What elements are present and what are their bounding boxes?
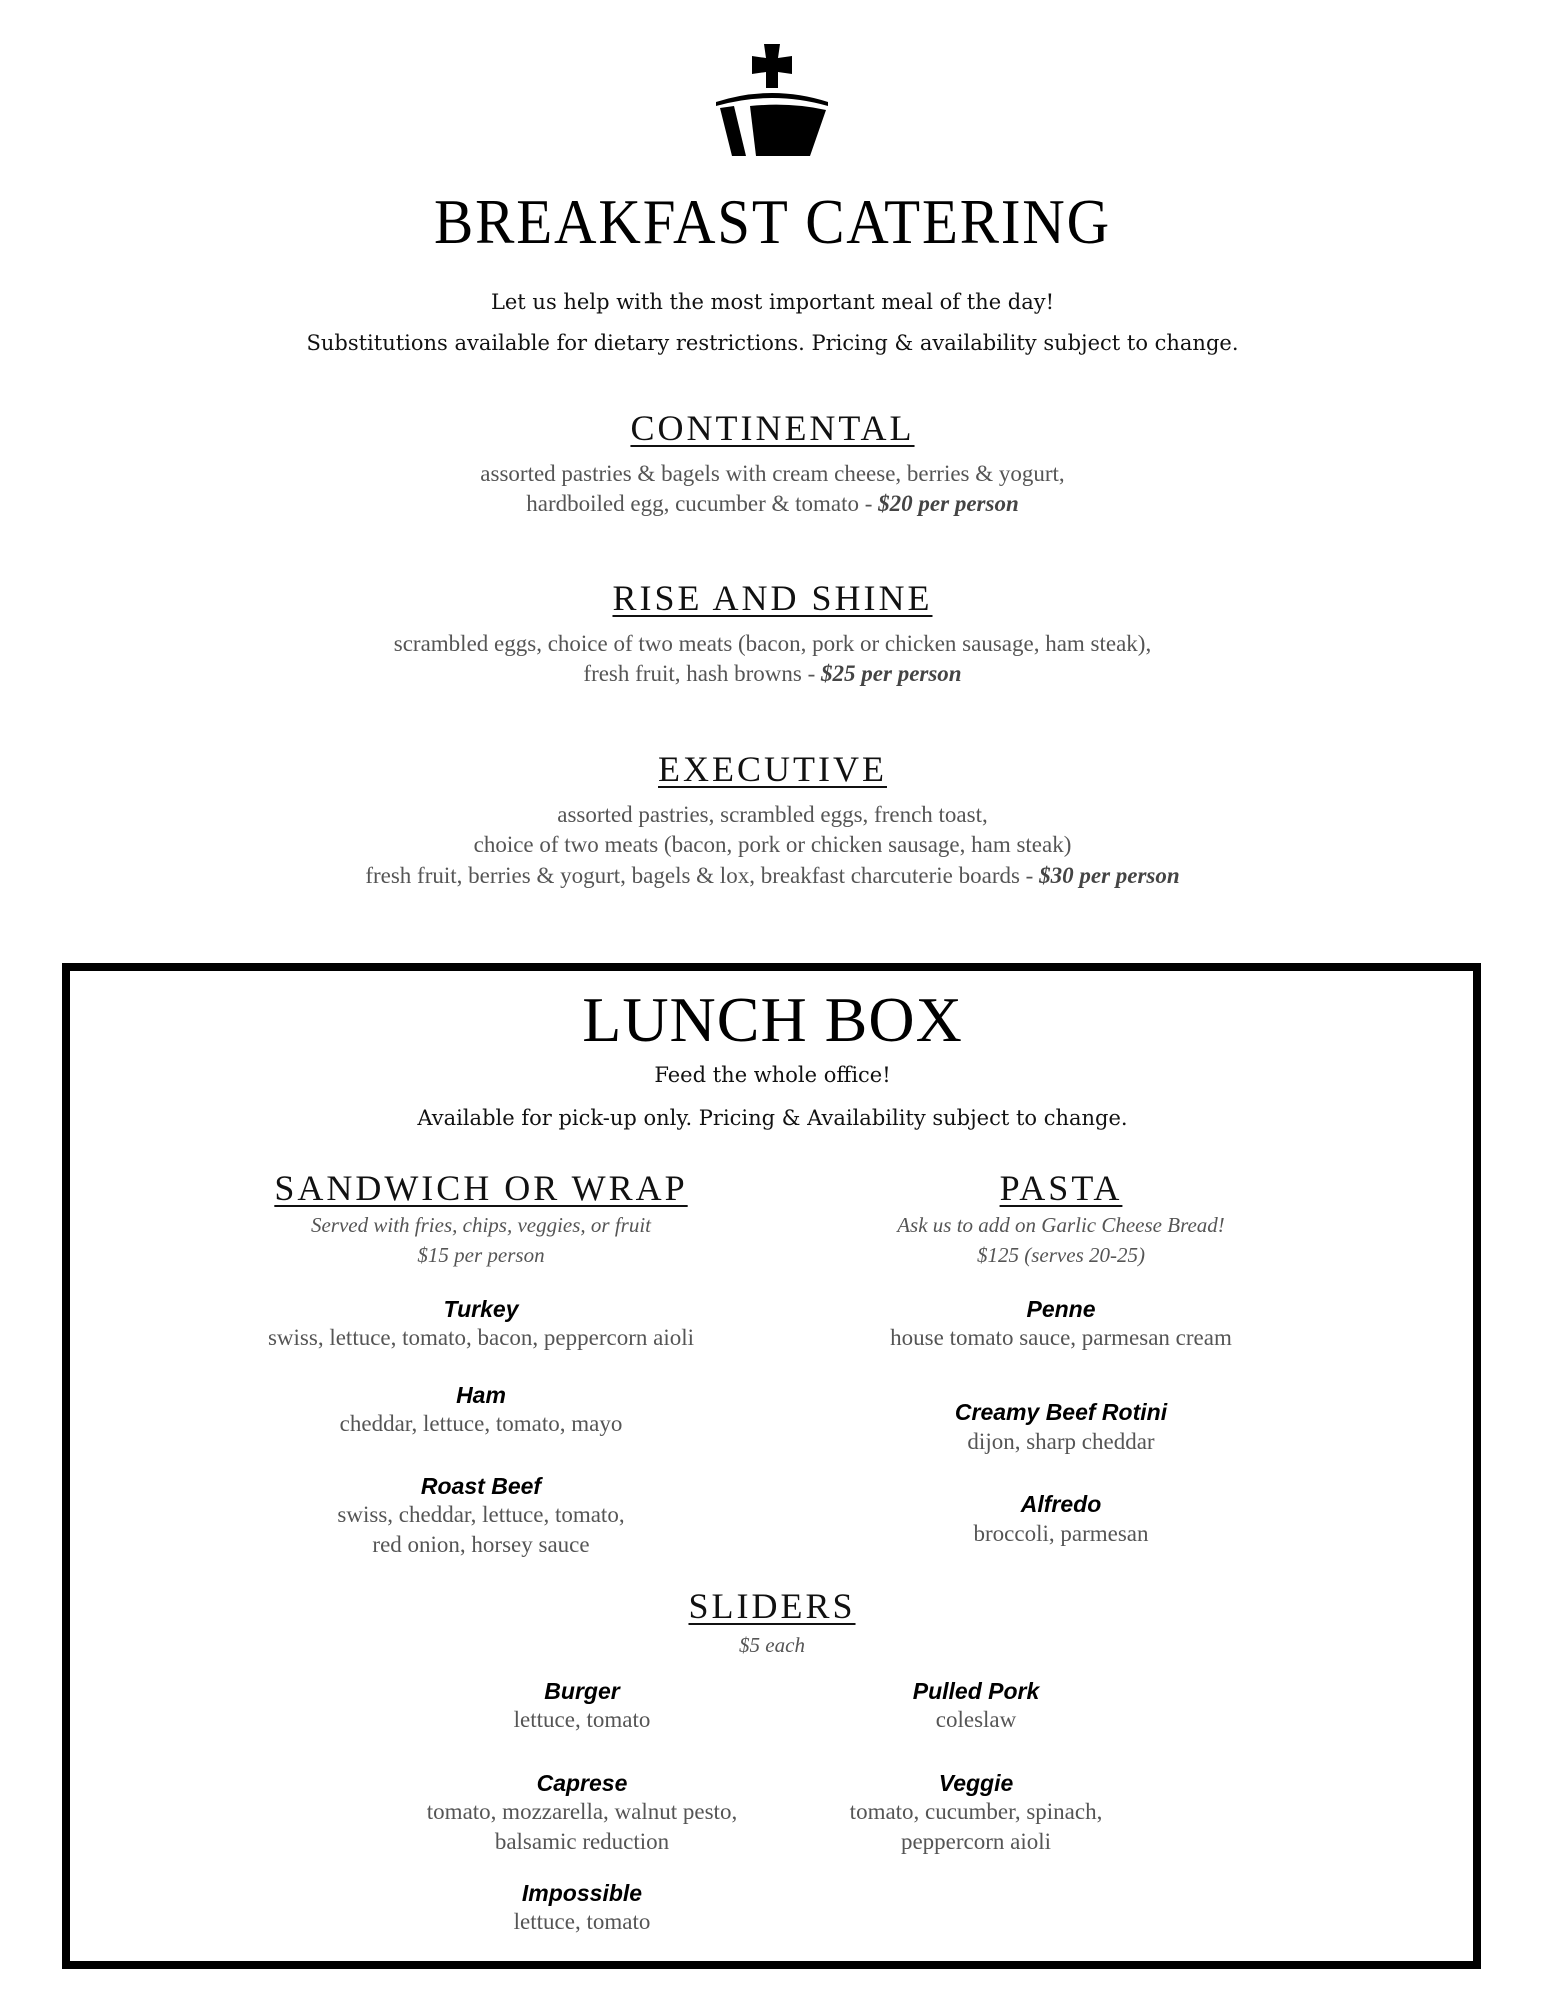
menu-item-name: Roast Beef: [420, 1473, 542, 1499]
menu-item-name: Alfredo: [1020, 1491, 1102, 1517]
menu-item-name: Turkey: [443, 1296, 519, 1322]
section-heading-sliders: SLIDERS: [688, 1586, 856, 1626]
package-price: $30 per person: [1039, 863, 1180, 888]
package-heading-continental: CONTINENTAL: [630, 408, 915, 448]
section-heading-pasta: PASTA: [999, 1168, 1123, 1208]
menu-item-name: Burger: [544, 1678, 620, 1704]
menu-item-desc: dijon, sharp cheddar: [967, 1429, 1155, 1454]
package-desc-line: scrambled eggs, choice of two meats (bacon, pork or chicken sausage, ham steak),: [393, 631, 1152, 656]
lunch-subtitle-2: Available for pick-up only. Pricing & Availability subject to change.: [417, 1106, 1128, 1130]
menu-item-desc: peppercorn aioli: [900, 1829, 1052, 1854]
intro-line-2: Substitutions available for dietary restrictions. Pricing & availability subject to change.: [306, 331, 1239, 355]
lunch-box-title: LUNCH BOX: [582, 984, 963, 1055]
package-desc-line: choice of two meats (bacon, pork or chicken sausage, ham steak): [473, 832, 1072, 857]
menu-item-desc: broccoli, parmesan: [973, 1521, 1149, 1546]
crown-cross-logo-icon: [712, 44, 832, 156]
package-price: $20 per person: [878, 491, 1019, 516]
package-desc-line: fresh fruit, berries & yogurt, bagels & lox, breakfast charcuterie boards - $30 per person: [365, 863, 1180, 888]
package-heading-rise-and-shine: RISE AND SHINE: [612, 578, 933, 618]
section-note: Ask us to add on Garlic Cheese Bread!: [897, 1213, 1225, 1237]
menu-item-desc: swiss, lettuce, tomato, bacon, peppercorn aioli: [267, 1325, 695, 1350]
menu-item-desc: house tomato sauce, parmesan cream: [890, 1325, 1232, 1350]
menu-item-name: Creamy Beef Rotini: [954, 1399, 1168, 1425]
menu-item-desc: lettuce, tomato: [513, 1909, 651, 1934]
menu-item-desc: cheddar, lettuce, tomato, mayo: [339, 1411, 623, 1436]
section-price: $15 per person: [417, 1243, 545, 1267]
menu-item-name: Caprese: [536, 1770, 628, 1796]
package-desc-line: assorted pastries, scrambled eggs, french toast,: [557, 802, 988, 827]
page-title: BREAKFAST CATERING: [433, 186, 1112, 257]
menu-item-name: Impossible: [521, 1880, 643, 1906]
package-desc-line: hardboiled egg, cucumber & tomato - $20 per person: [526, 491, 1019, 516]
menu-item-desc: tomato, mozzarella, walnut pesto,: [426, 1799, 738, 1824]
section-price: $125 (serves 20-25): [977, 1243, 1145, 1267]
package-desc-line: assorted pastries & bagels with cream cheese, berries & yogurt,: [480, 461, 1065, 486]
package-heading-executive: EXECUTIVE: [658, 749, 887, 789]
menu-item-desc: swiss, cheddar, lettuce, tomato,: [337, 1502, 625, 1527]
menu-item-name: Pulled Pork: [912, 1678, 1040, 1704]
menu-item-name: Veggie: [938, 1770, 1014, 1796]
lunch-subtitle-1: Feed the whole office!: [654, 1063, 891, 1087]
menu-item-desc: coleslaw: [935, 1707, 1017, 1732]
menu-item-name: Ham: [456, 1382, 506, 1408]
section-note: Served with fries, chips, veggies, or fruit: [310, 1213, 652, 1237]
intro-line-1: Let us help with the most important meal of the day!: [490, 290, 1055, 314]
section-heading-sandwich: SANDWICH OR WRAP: [274, 1168, 688, 1208]
section-price: $5 each: [739, 1633, 805, 1657]
menu-item-desc: balsamic reduction: [494, 1829, 670, 1854]
menu-item-desc: lettuce, tomato: [513, 1707, 651, 1732]
menu-item-desc: tomato, cucumber, spinach,: [849, 1799, 1103, 1824]
menu-item-desc: red onion, horsey sauce: [372, 1532, 590, 1557]
menu-item-name: Penne: [1026, 1296, 1096, 1322]
package-desc-line: fresh fruit, hash browns - $25 per person: [583, 661, 962, 686]
package-price: $25 per person: [821, 661, 962, 686]
